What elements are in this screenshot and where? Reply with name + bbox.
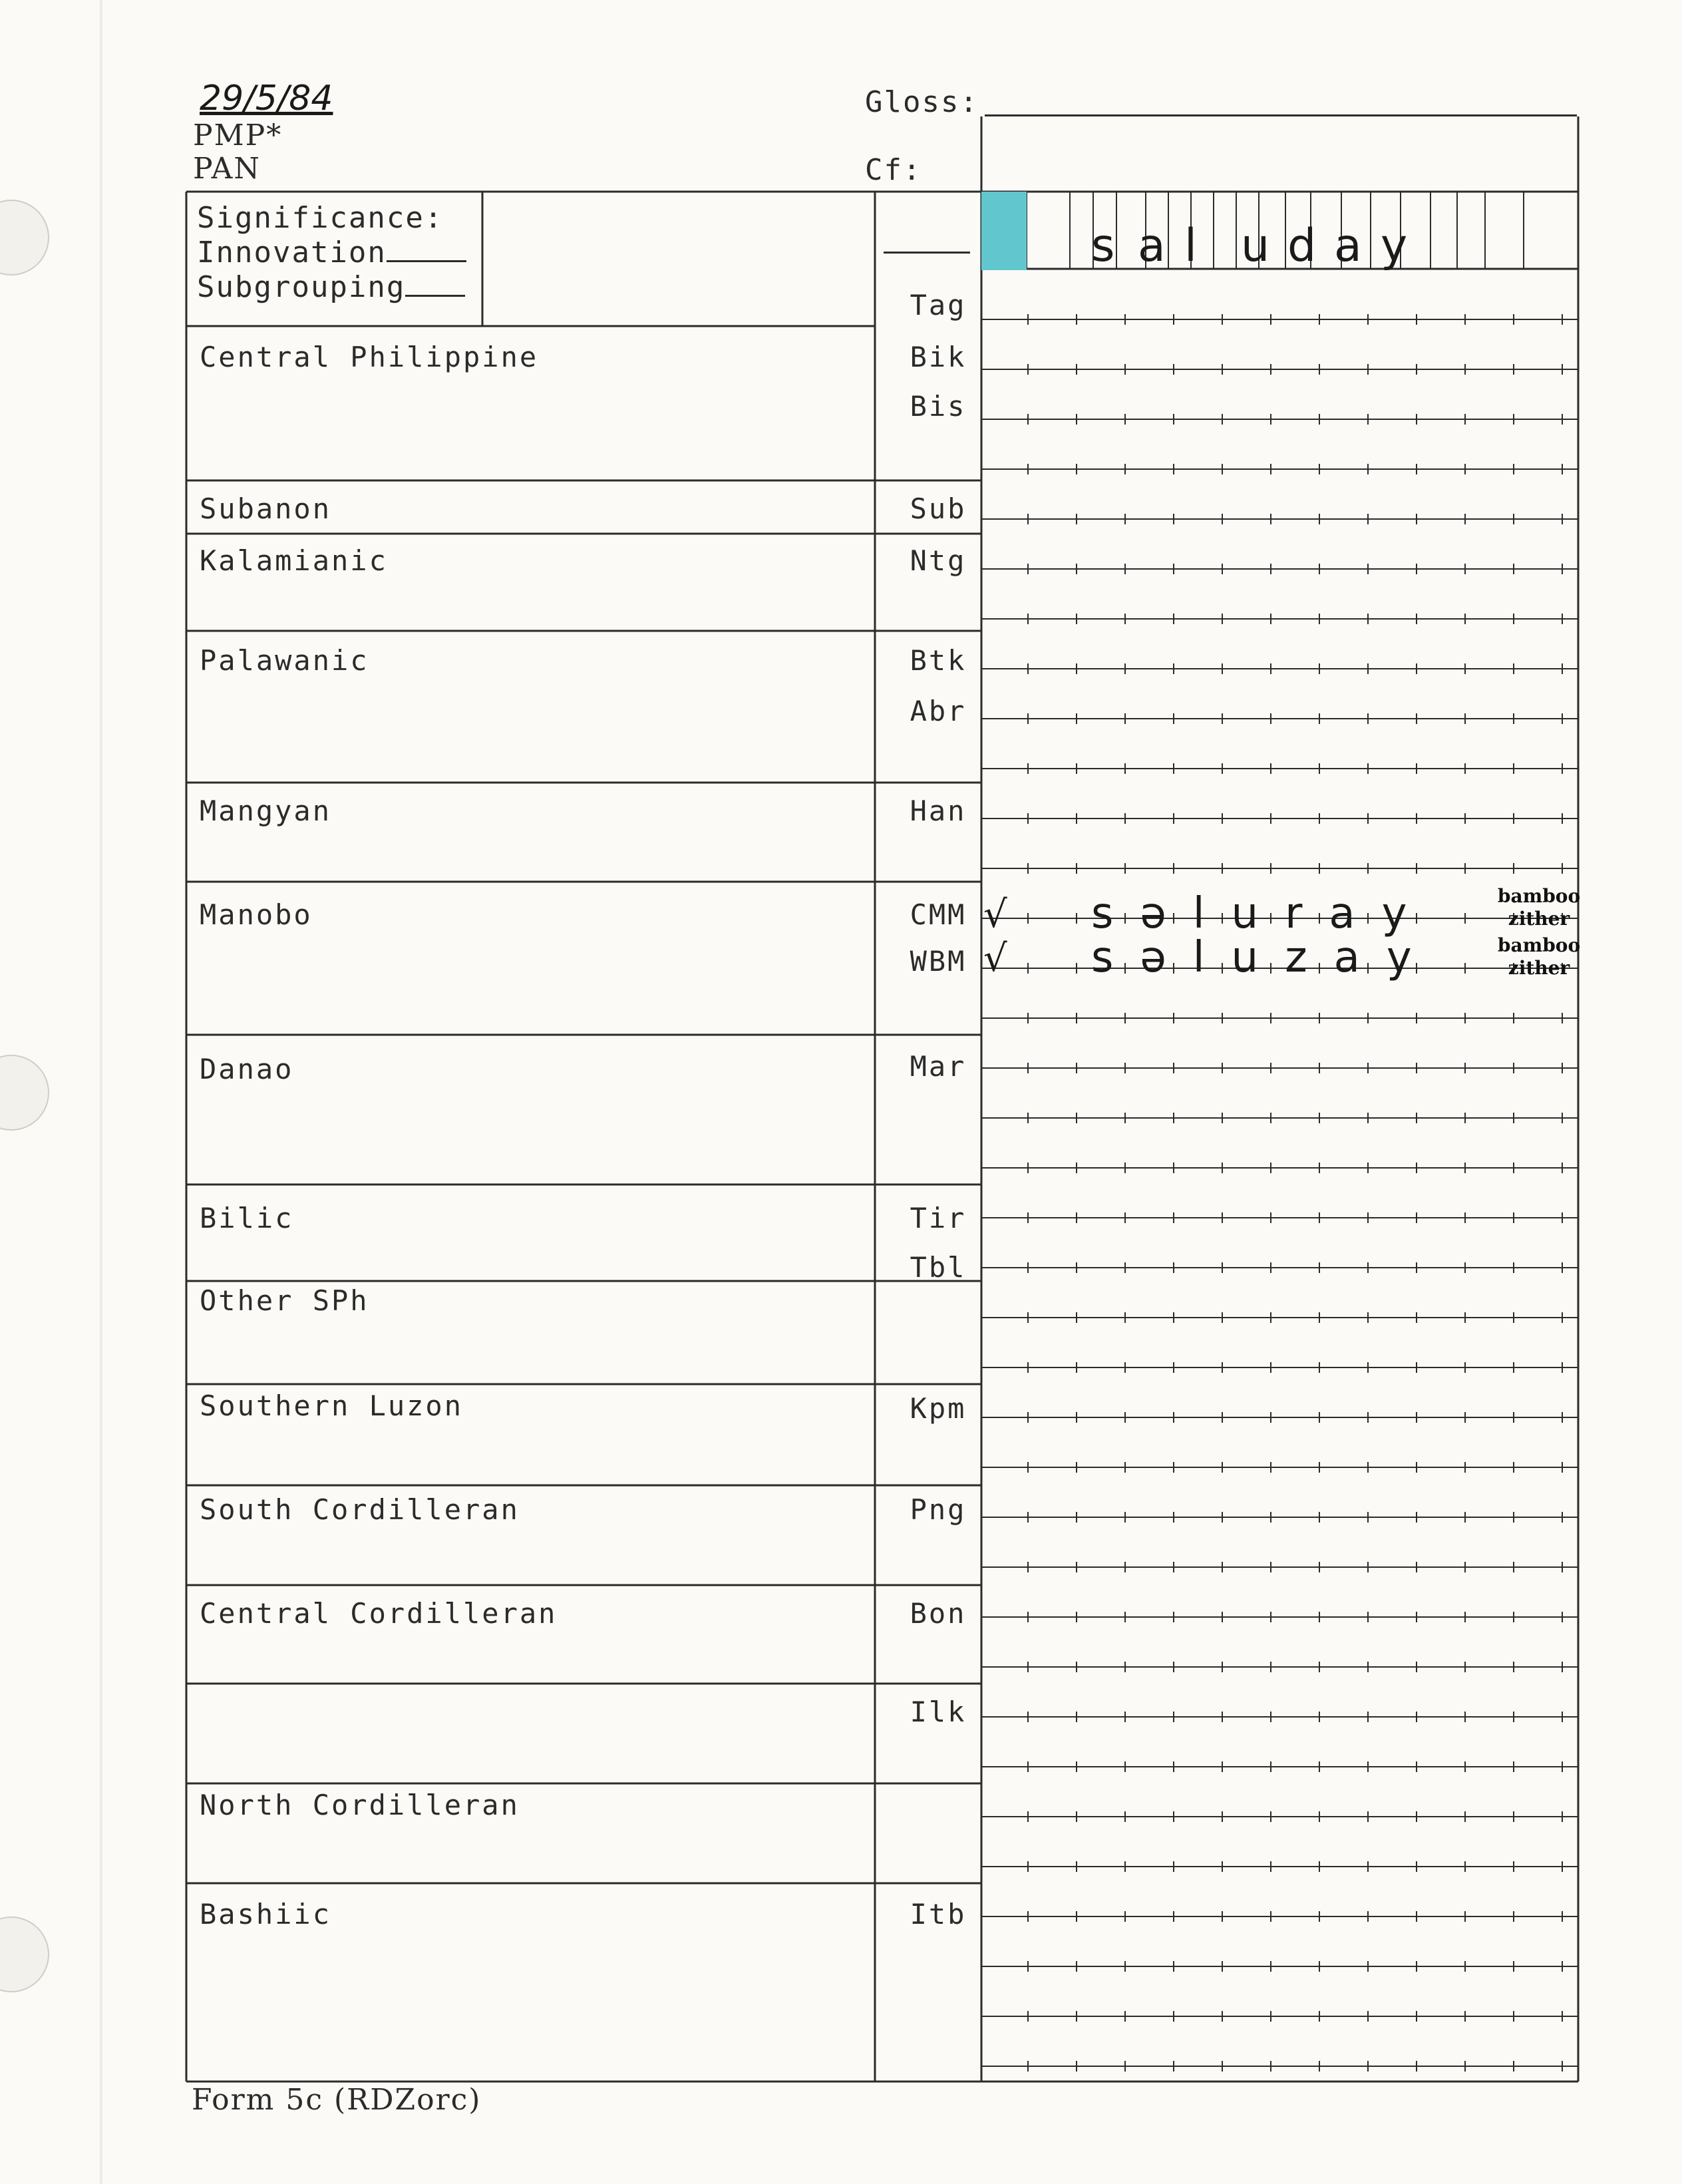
abbr-ntg: Ntg bbox=[910, 544, 967, 577]
date-handwritten: 29/5/84 bbox=[200, 79, 333, 118]
form-label: Form 5c (RDZorc) bbox=[192, 2083, 482, 2117]
subgrouping-label: Subgrouping bbox=[197, 270, 466, 305]
abbr-kpm: Kpm bbox=[910, 1392, 967, 1425]
cmm-form: səluray bbox=[1091, 889, 1434, 938]
cmm-check: √ bbox=[983, 893, 1007, 936]
headword-letter: u bbox=[1241, 220, 1270, 272]
cf-label: Cf: bbox=[865, 153, 922, 187]
group-kalamianic: Kalamianic bbox=[200, 544, 388, 577]
pmp-label: PMP* bbox=[193, 118, 283, 152]
abbr-wbm: WBM bbox=[910, 945, 967, 978]
significance-box bbox=[197, 201, 466, 305]
group-south-cordilleran: South Cordilleran bbox=[200, 1493, 520, 1526]
gloss-label: Gloss: bbox=[865, 85, 979, 119]
wbm-form: səluzay bbox=[1091, 933, 1438, 982]
headword-letter: l bbox=[1184, 220, 1197, 272]
group-north-cordilleran: North Cordilleran bbox=[200, 1789, 520, 1821]
abbr-mar: Mar bbox=[910, 1050, 967, 1083]
headword-letter: y bbox=[1381, 220, 1408, 272]
blank-line bbox=[884, 252, 970, 254]
group-manobo: Manobo bbox=[200, 898, 313, 931]
group-bilic: Bilic bbox=[200, 1202, 294, 1234]
abbr-tir: Tir bbox=[910, 1202, 967, 1234]
headword-highlight bbox=[981, 192, 1027, 270]
pan-label: PAN bbox=[193, 152, 261, 186]
wbm-check: √ bbox=[983, 937, 1007, 980]
abbr-han: Han bbox=[910, 795, 967, 827]
abbr-cmm: CMM bbox=[910, 898, 967, 931]
abbr-tag: Tag bbox=[910, 289, 967, 321]
headword-letter: a bbox=[1334, 220, 1362, 272]
abbr-bis: Bis bbox=[910, 390, 967, 423]
abbr-tbl: Tbl bbox=[910, 1251, 967, 1284]
group-palawanic: Palawanic bbox=[200, 644, 369, 677]
group-subanon: Subanon bbox=[200, 492, 332, 525]
group-bashiic: Bashiic bbox=[200, 1898, 332, 1930]
group-other-sph: Other SPh bbox=[200, 1284, 369, 1317]
group-southern-luzon: Southern Luzon bbox=[200, 1389, 464, 1422]
abbr-itb: Itb bbox=[910, 1898, 967, 1930]
abbr-abr: Abr bbox=[910, 695, 967, 727]
abbr-sub: Sub bbox=[910, 492, 967, 525]
headword-letter: s bbox=[1091, 220, 1115, 272]
abbr-bon: Bon bbox=[910, 1597, 967, 1630]
significance-title: Significance: bbox=[197, 201, 444, 235]
group-danao: Danao bbox=[200, 1053, 294, 1085]
abbr-png: Png bbox=[910, 1493, 967, 1526]
innovation-label: Innovation bbox=[197, 236, 466, 270]
abbr-ilk: Ilk bbox=[910, 1696, 967, 1728]
group-mangyan: Mangyan bbox=[200, 795, 332, 827]
headword-letter: a bbox=[1138, 220, 1166, 272]
abbr-bik: Bik bbox=[910, 341, 967, 373]
group-central-cordilleran: Central Cordilleran bbox=[200, 1597, 558, 1630]
headword-letter: d bbox=[1287, 220, 1317, 272]
cmm-gloss: bamboo zither bbox=[1497, 885, 1581, 930]
group-central-philippine: Central Philippine bbox=[200, 341, 539, 373]
wbm-gloss: bamboo zither bbox=[1497, 934, 1581, 979]
abbr-btk: Btk bbox=[910, 644, 967, 677]
